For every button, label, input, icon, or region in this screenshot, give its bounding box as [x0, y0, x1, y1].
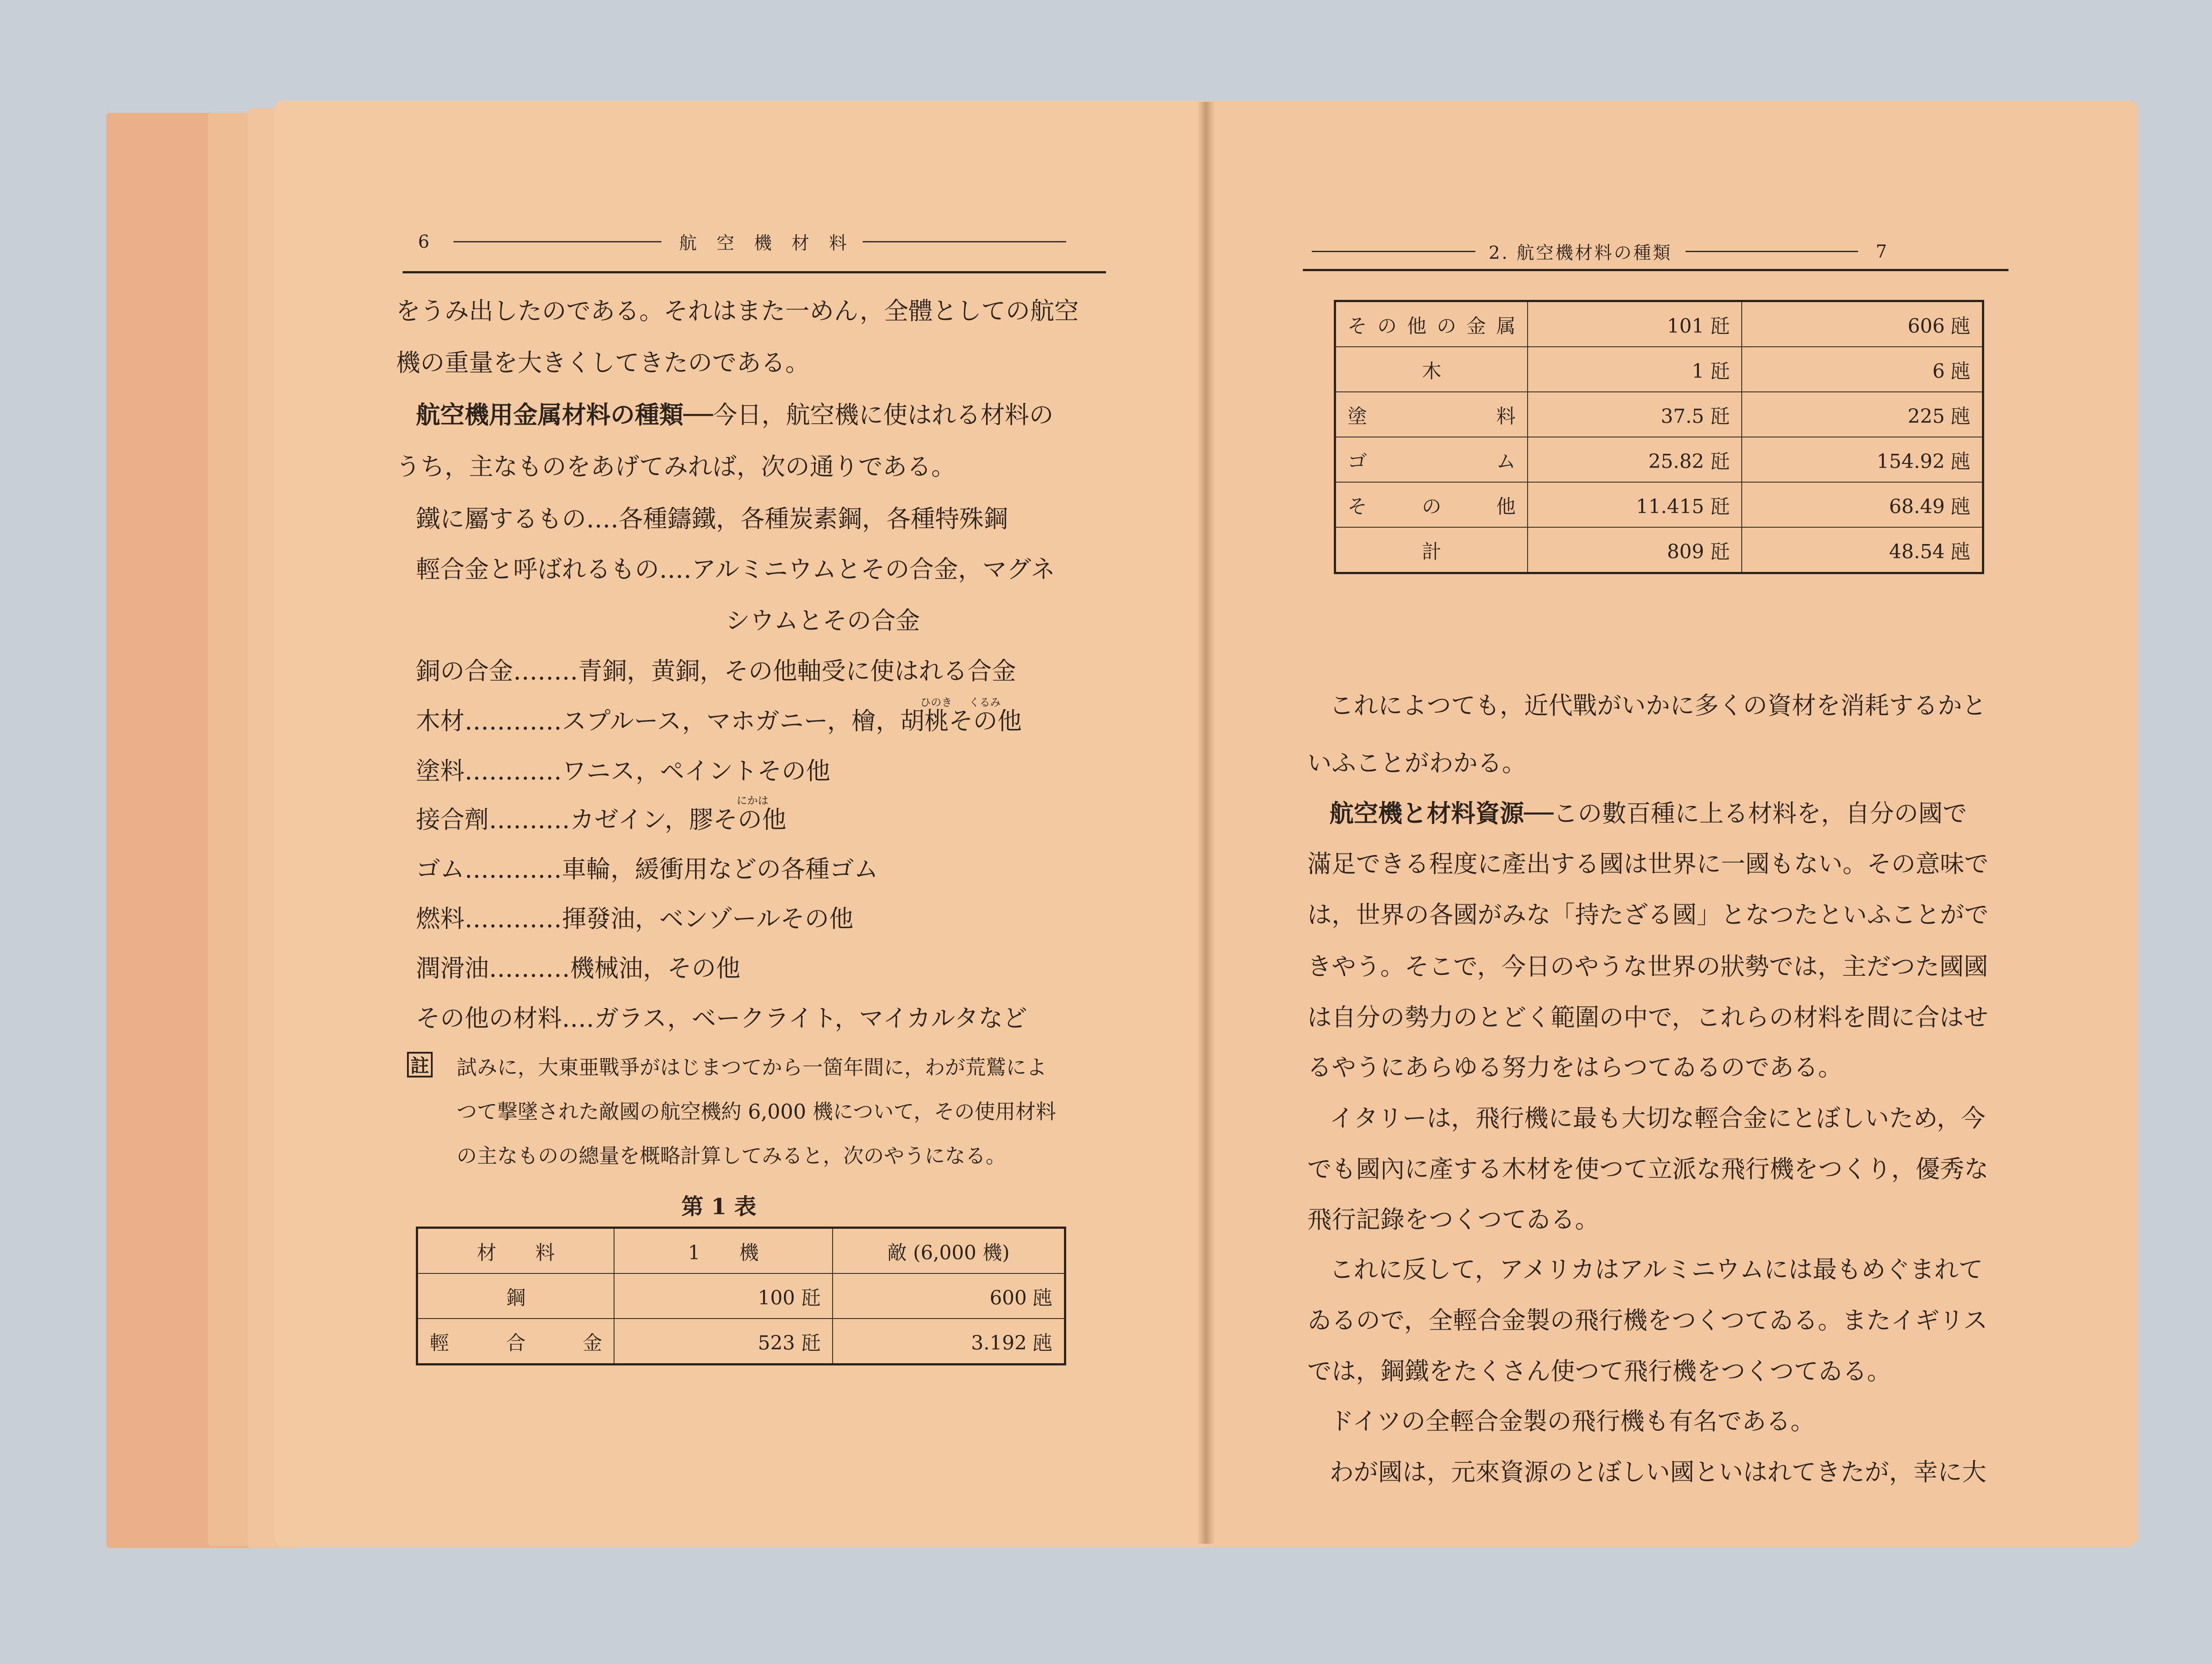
- table-cell: 68.49 瓲: [1742, 482, 1983, 527]
- materials-table-part1: [416, 1227, 1066, 1365]
- material-item: 接合劑‥‥‥‥‥カゼイン，膠その他: [416, 805, 787, 834]
- table-row: [1335, 437, 1983, 482]
- table-cell: 11.415 瓩: [1528, 482, 1742, 527]
- table-cell: 鋼: [417, 1273, 614, 1319]
- body-line: では，鋼鐵をたくさん使つて飛行機をつくつてゐる。: [1307, 1357, 1892, 1385]
- table-cell: 25.82 瓩: [1528, 437, 1742, 482]
- right-running-title: 2. 航空機材料の種類: [1489, 243, 1672, 263]
- table-row: [417, 1273, 1065, 1319]
- right-header-underline: [1303, 269, 2008, 271]
- section-line: うち，主なものをあげてみれば，次の通りである。: [396, 452, 956, 481]
- material-item: シウムとその合金: [726, 606, 920, 635]
- right-page-number: 7: [1875, 241, 1887, 262]
- table-cell: その他: [1335, 482, 1528, 527]
- body-line: ドイツの全輕合金製の飛行機も有名である。: [1329, 1407, 1815, 1435]
- table-cell: 101 瓩: [1528, 301, 1742, 347]
- body-line: ゐるので，全輕合金製の飛行機をつくつてゐる。またイギリス: [1307, 1306, 1988, 1334]
- section-text: ──この數百種に上る材料を，自分の國で: [1524, 799, 1967, 828]
- material-item: 木材‥‥‥‥‥‥スプルース，マホガニー，檜，胡桃その他: [416, 707, 1022, 735]
- table-cell: 3.192 瓲: [833, 1319, 1065, 1365]
- table-cell: 輕合金: [417, 1319, 614, 1365]
- ruby-hinoki: ひのき: [920, 696, 952, 709]
- table-caption: 第 1 表: [681, 1193, 757, 1219]
- header-rule: [1686, 251, 1858, 252]
- body-line: 飛行記錄をつくつてゐる。: [1307, 1205, 1600, 1234]
- table-header-cell: 1 機: [614, 1228, 833, 1274]
- body-line: これに反して，アメリカはアルミニウムには最もめぐまれて: [1329, 1255, 1983, 1284]
- table-header-row: [417, 1228, 1065, 1274]
- section-line: [1329, 801, 1967, 826]
- note-line: つて撃墜された敵國の航空機約 6,000 機について，その使用材料: [457, 1100, 1056, 1123]
- intro-line: 機の重量を大きくしてきたのである。: [396, 349, 810, 377]
- table-cell: ゴム: [1335, 437, 1528, 482]
- left-page: [274, 101, 1206, 1547]
- body-line: は自分の勢力のとどく範圍の中で，これらの材料を間に合はせ: [1307, 1003, 1988, 1031]
- section-text: ──今日，航空機に使はれる材料の: [684, 401, 1054, 429]
- material-item: その他の材料‥‥ガラス，ベークライト，マイカルタなど: [416, 1004, 1027, 1032]
- table-total-row: [1335, 527, 1983, 573]
- header-rule: [1312, 251, 1475, 252]
- table-cell: 225 瓲: [1742, 392, 1983, 437]
- table-cell: 6 瓲: [1742, 347, 1983, 392]
- material-item: 鐵に屬するもの‥‥各種鑄鐵，各種炭素鋼，各種特殊鋼: [416, 505, 1008, 533]
- ruby-nikawa: にかは: [737, 794, 768, 807]
- table-header-cell: 材 料: [417, 1228, 614, 1274]
- body-line: るやうにあらゆる努力をはらつてゐるのである。: [1307, 1053, 1843, 1081]
- table-cell: 計: [1335, 527, 1528, 573]
- body-line: きやう。そこで，今日のやうな世界の狀勢では，主だつた國國: [1307, 952, 1988, 981]
- table-cell: 154.92 瓲: [1742, 437, 1983, 482]
- table-row: [1335, 482, 1983, 527]
- material-item: 輕合金と呼ばれるもの‥‥アルミニウムとその合金，マグネ: [416, 555, 1056, 583]
- body-line: これによつても，近代戰がいかに多くの資材を消耗するかと: [1329, 691, 1987, 720]
- section-line: [416, 400, 1054, 429]
- right-page: [1206, 101, 2138, 1547]
- intro-line: をうみ出したのである。それはまた一めん，全體としての航空: [396, 297, 1079, 325]
- left-header-underline: [403, 271, 1106, 273]
- body-line: 滿足できる程度に產出する國は世界に一國もない。その意味で: [1307, 850, 1989, 878]
- table-row: [1335, 347, 1983, 392]
- table-cell: 木: [1335, 347, 1528, 392]
- material-item: 燃料‥‥‥‥‥‥揮發油，ベンゾールその他: [416, 905, 854, 933]
- material-item: 銅の合金‥‥‥‥青銅，黄銅，その他軸受に使はれる合金: [416, 657, 1016, 685]
- table-cell: 48.54 瓲: [1742, 527, 1983, 573]
- table-cell: 606 瓲: [1742, 301, 1983, 347]
- body-line: イタリーは，飛行機に最も大切な輕合金にとぼしいため，今: [1329, 1104, 1985, 1132]
- table-cell: 1 瓩: [1528, 347, 1742, 392]
- table-cell: 809 瓩: [1528, 527, 1742, 573]
- section-heading: 航空機と材料資源: [1329, 799, 1525, 828]
- table-cell: 523 瓩: [614, 1319, 833, 1365]
- materials-table-part2: [1334, 300, 1984, 574]
- table-header-cell: 敵 (6,000 機): [833, 1228, 1065, 1274]
- book-gutter-shadow: [1197, 102, 1215, 1544]
- material-item: 塗料‥‥‥‥‥‥ワニス，ペイントその他: [416, 757, 830, 785]
- table-row: [1335, 301, 1983, 347]
- body-line: でも國內に產する木材を使つて立派な飛行機をつくり，優秀な: [1307, 1155, 1989, 1183]
- right-running-header: [1312, 239, 2112, 264]
- material-item: 潤滑油‥‥‥‥‥機械油，その他: [416, 954, 741, 982]
- left-running-header: [418, 229, 1088, 254]
- table-cell: 100 瓩: [614, 1273, 833, 1319]
- left-running-title: 航 空 機 材 料: [679, 233, 854, 253]
- table-cell: 37.5 瓩: [1528, 392, 1742, 437]
- note-line: の主なものの總量を概略計算してみると，次のやうになる。: [457, 1144, 1006, 1168]
- header-rule: [863, 241, 1066, 242]
- left-page-number: 6: [418, 231, 430, 252]
- ruby-kurumi: くるみ: [969, 696, 1001, 709]
- body-line: わが國は，元來資源のとぼしい國といはれてきたが，幸に大: [1329, 1458, 1987, 1486]
- body-line: いふことがわかる。: [1307, 749, 1527, 777]
- table-row: [417, 1319, 1065, 1365]
- table-cell: 塗料: [1335, 392, 1528, 437]
- header-rule: [453, 241, 661, 242]
- table-cell: 600 瓲: [833, 1273, 1065, 1319]
- table-cell: その他の金属: [1335, 301, 1528, 347]
- body-line: は，世界の各國がみな「持たざる國」となつたといふことがで: [1307, 901, 1989, 929]
- table-row: [1335, 392, 1983, 437]
- material-item: ゴム‥‥‥‥‥‥車輪，緩衝用などの各種ゴム: [416, 855, 879, 883]
- section-heading: 航空機用金属材料の種類: [416, 400, 684, 429]
- note-line: 試みに，大東亜戰爭がはじまつてから一箇年間に，わが荒鷲によ: [457, 1055, 1047, 1079]
- note-mark: 註: [407, 1052, 433, 1077]
